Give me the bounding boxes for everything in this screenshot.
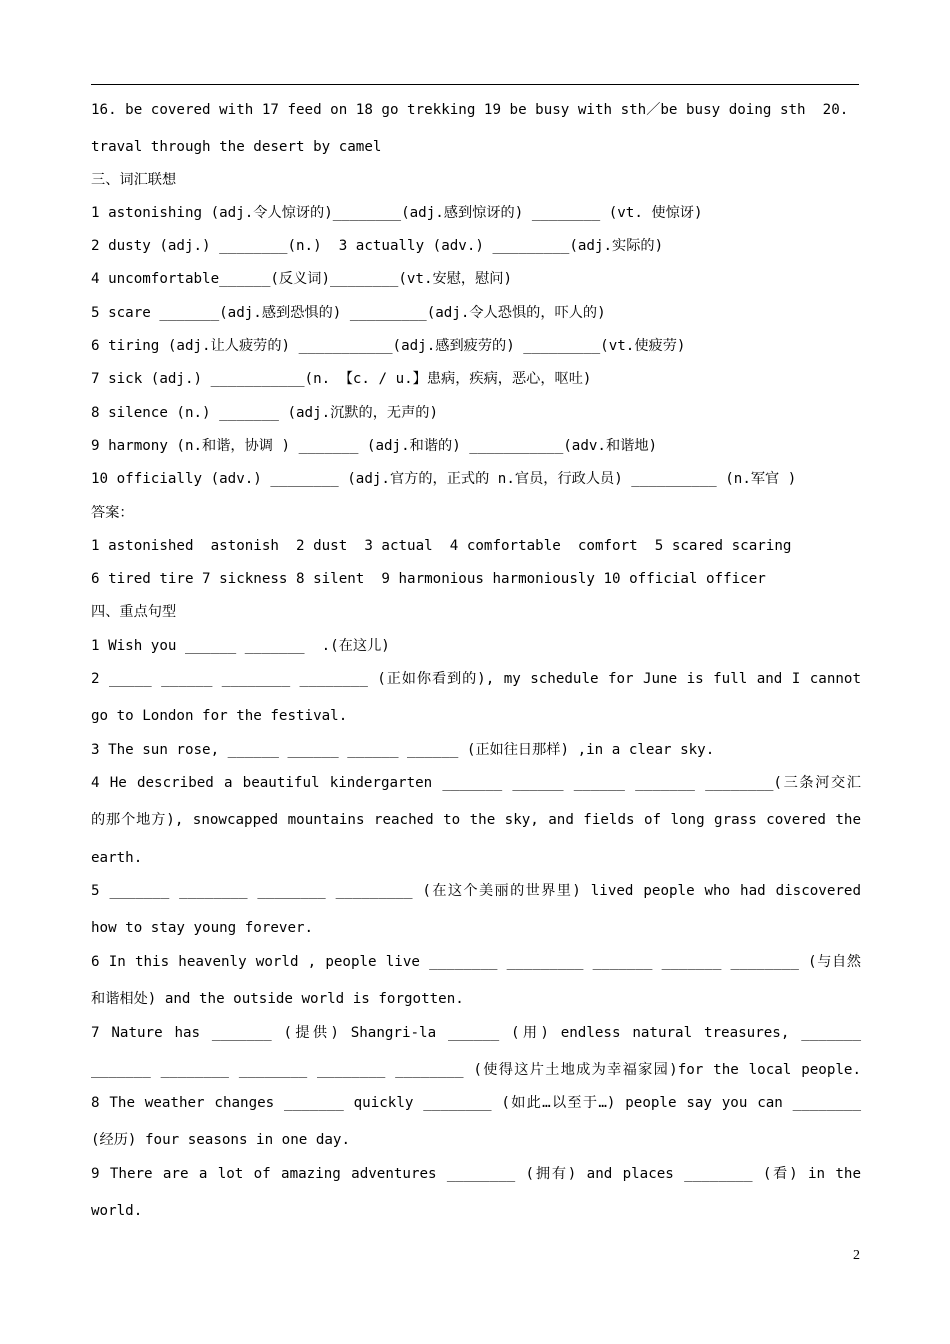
vocab-item-6: 6 tiring (adj.让人疲劳的) ___________(adj.感到疲劳的) _________(vt.使疲劳) [91, 338, 686, 354]
sentence-9: 9 There are a lot of amazing adventures ________ (拥有) and places ________ (看) in the [91, 1166, 861, 1182]
vocab-item-5: 5 scare _______(adj.感到恐惧的) _________(adj.令人恐惧的，吓人的) [91, 305, 606, 321]
vocab-item-8: 8 silence (n.) _______ (adj.沉默的，无声的) [91, 405, 439, 421]
sentence-8-cont: (经历) four seasons in one day. [91, 1132, 350, 1148]
sentence-4-cont: 的那个地方), snowcapped mountains reached to the sky, and fields of long grass covered the [91, 812, 861, 828]
sentence-2: 2 _____ ______ ________ ________ (正如你看到的), my schedule for June is full and I cannot [91, 671, 861, 687]
answers-heading: 答案： [91, 505, 134, 521]
header-rule [91, 84, 859, 85]
sentence-9-cont: world. [91, 1203, 143, 1219]
vocab-item-10: 10 officially (adv.) ________ (adj.官方的，正式的 n.官员，行政人员) __________ (n.军官 ) [91, 471, 797, 487]
answers-line-2: 6 tired tire 7 sickness 8 silent 9 harmonious harmoniously 10 official officer [91, 571, 766, 587]
sentence-1: 1 Wish you ______ _______ .(在这儿) [91, 638, 390, 654]
sentence-6-cont: 和谐相处) and the outside world is forgotten. [91, 991, 464, 1007]
sentence-8: 8 The weather changes _______ quickly ________ (如此…以至于…) people say you can ________ [91, 1095, 861, 1111]
sentence-5-cont: how to stay young forever. [91, 920, 314, 936]
sentence-7-cont: _______ ________ ________ ________ ________ (使得这片土地成为幸福家园)for the local people. [91, 1062, 861, 1078]
sentence-4-end: earth. [91, 850, 143, 866]
section-heading-vocabulary: 三、词汇联想 [91, 172, 177, 188]
vocab-item-2-3: 2 dusty (adj.) ________(n.) 3 actually (adv.) _________(adj.实际的) [91, 238, 664, 254]
sentence-3: 3 The sun rose, ______ ______ ______ ______ (正如往日那样) ,in a clear sky. [91, 742, 715, 758]
sentence-4: 4 He described a beautiful kindergarten _______ ______ ______ _______ ________(三条河交汇 [91, 775, 861, 791]
answer-line-16-20: 16. be covered with 17 feed on 18 go trekking 19 be busy with sth／be busy doing sth 20. [91, 102, 849, 118]
vocab-item-1: 1 astonishing (adj.令人惊讶的)________(adj.感到惊讶的) ________ (vt. 使惊讶) [91, 205, 703, 221]
sentence-6: 6 In this heavenly world , people live ________ _________ _______ _______ ________ (与自然 [91, 954, 861, 970]
sentence-2-cont: go to London for the festival. [91, 708, 348, 724]
sentence-5: 5 _______ ________ ________ _________ (在这个美丽的世界里) lived people who had discovered [91, 883, 861, 899]
sentence-7: 7 Nature has _______ (提供) Shangri-la ______ (用) endless natural treasures, _______ [91, 1025, 861, 1041]
page-number: 2 [853, 1248, 860, 1263]
vocab-item-9: 9 harmony (n.和谐，协调 ) _______ (adj.和谐的) ___________(adv.和谐地) [91, 438, 658, 454]
vocab-item-7: 7 sick (adj.) ___________(n. 【c. / u.】患病，疾病，恶心，呕吐) [91, 371, 592, 387]
answer-line-20-cont: traval through the desert by camel [91, 139, 382, 155]
answers-line-1: 1 astonished astonish 2 dust 3 actual 4 comfortable comfort 5 scared scaring [91, 538, 792, 554]
vocab-item-4: 4 uncomfortable______(反义词)________(vt.安慰，慰问) [91, 271, 512, 287]
section-heading-sentences: 四、重点句型 [91, 604, 177, 620]
